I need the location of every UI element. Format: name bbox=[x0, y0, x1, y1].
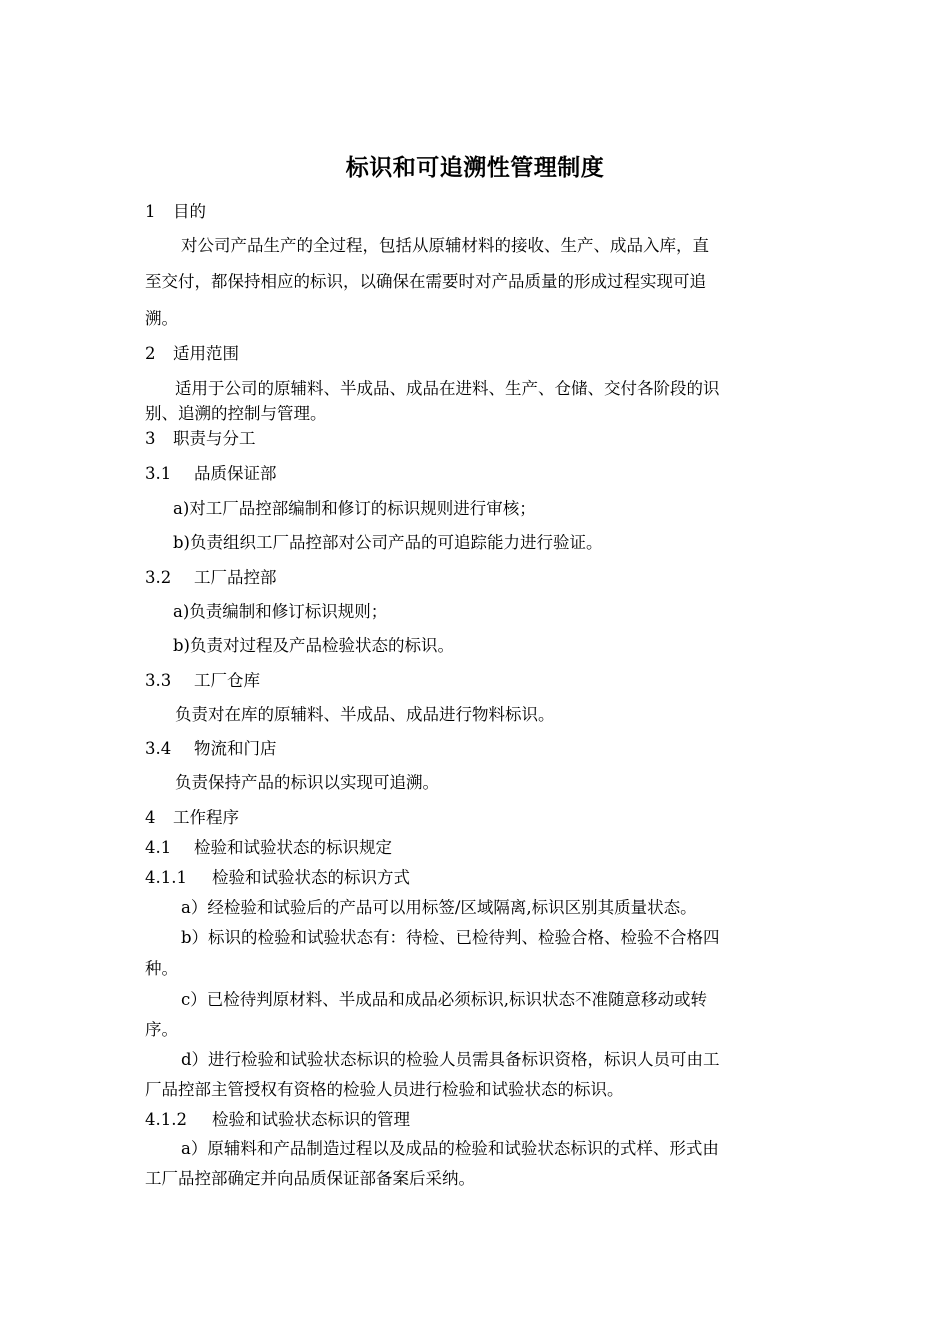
subsection-title: 品质保证部 bbox=[194, 464, 277, 483]
subsubsection-number: 4.1.2 bbox=[145, 1110, 187, 1129]
subsubsection-heading bbox=[145, 1108, 810, 1132]
subsection-heading bbox=[145, 836, 810, 860]
section-heading bbox=[145, 342, 810, 366]
section-number: 2 bbox=[145, 344, 156, 363]
list-item: a）原辅料和产品制造过程以及成品的检验和试验状态标识的式样、形式由 bbox=[181, 1139, 719, 1158]
subsection-heading bbox=[145, 669, 810, 693]
list-item: c）已检待判原材料、半成品和成品必须标识,标识状态不准随意移动或转 bbox=[181, 990, 707, 1009]
subsubsection-title: 检验和试验状态标识的管理 bbox=[212, 1110, 410, 1129]
paragraph-line: 负责保持产品的标识以实现可追溯。 bbox=[175, 773, 439, 792]
section-number: 1 bbox=[145, 202, 156, 221]
paragraph-line: 至交付，都保持相应的标识，以确保在需要时对产品质量的形成过程实现可追 bbox=[145, 272, 706, 291]
paragraph-line: 工厂品控部确定并向品质保证部备案后采纳。 bbox=[145, 1169, 475, 1188]
subsection-title: 工厂仓库 bbox=[194, 671, 260, 690]
list-item: a)负责编制和修订标识规则； bbox=[173, 602, 388, 621]
paragraph-line: 别、追溯的控制与管理。 bbox=[145, 404, 327, 423]
list-item: b）标识的检验和试验状态有：待检、已检待判、检验合格、检验不合格四 bbox=[181, 928, 720, 947]
list-item: a)对工厂品控部编制和修订的标识规则进行审核； bbox=[173, 499, 536, 518]
subsection-heading bbox=[145, 737, 810, 761]
subsection-number: 3.1 bbox=[145, 464, 172, 483]
paragraph-line: 负责对在库的原辅料、半成品、成品进行物料标识。 bbox=[175, 705, 555, 724]
paragraph-line: 种。 bbox=[145, 959, 178, 978]
section-title: 适用范围 bbox=[173, 344, 239, 363]
section-title: 职责与分工 bbox=[173, 429, 256, 448]
section-heading bbox=[145, 806, 810, 830]
section-heading bbox=[145, 427, 810, 451]
subsection-title: 物流和门店 bbox=[194, 739, 277, 758]
paragraph-line: 序。 bbox=[145, 1020, 178, 1039]
list-item: d）进行检验和试验状态标识的检验人员需具备标识资格，标识人员可由工 bbox=[181, 1050, 720, 1069]
subsection-number: 3.4 bbox=[145, 739, 172, 758]
section-number: 3 bbox=[145, 429, 156, 448]
paragraph-line: 适用于公司的原辅料、半成品、成品在进料、生产、仓储、交付各阶段的识 bbox=[175, 379, 720, 398]
subsection-number: 3.3 bbox=[145, 671, 172, 690]
section-number: 4 bbox=[145, 808, 156, 827]
subsection-title: 工厂品控部 bbox=[194, 568, 277, 587]
section-heading bbox=[145, 200, 810, 224]
paragraph-line: 溯。 bbox=[145, 309, 178, 328]
section-title: 目的 bbox=[173, 202, 206, 221]
list-item: b)负责组织工厂品控部对公司产品的可追踪能力进行验证。 bbox=[173, 533, 603, 552]
subsection-heading bbox=[145, 462, 810, 486]
subsubsection-title: 检验和试验状态的标识方式 bbox=[212, 868, 410, 887]
list-item: a）经检验和试验后的产品可以用标签/区域隔离,标识区别其质量状态。 bbox=[181, 898, 697, 917]
subsection-number: 3.2 bbox=[145, 568, 172, 587]
list-item: b)负责对过程及产品检验状态的标识。 bbox=[173, 636, 454, 655]
section-title: 工作程序 bbox=[173, 808, 239, 827]
subsection-number: 4.1 bbox=[145, 838, 172, 857]
subsection-heading bbox=[145, 566, 810, 590]
subsubsection-number: 4.1.1 bbox=[145, 868, 187, 887]
document-title: 标识和可追溯性管理制度 bbox=[345, 155, 605, 181]
paragraph-line: 对公司产品生产的全过程，包括从原辅材料的接收、生产、成品入库，直 bbox=[181, 236, 709, 255]
subsection-title: 检验和试验状态的标识规定 bbox=[194, 838, 392, 857]
paragraph-line: 厂品控部主管授权有资格的检验人员进行检验和试验状态的标识。 bbox=[145, 1080, 624, 1099]
subsubsection-heading bbox=[145, 866, 810, 890]
